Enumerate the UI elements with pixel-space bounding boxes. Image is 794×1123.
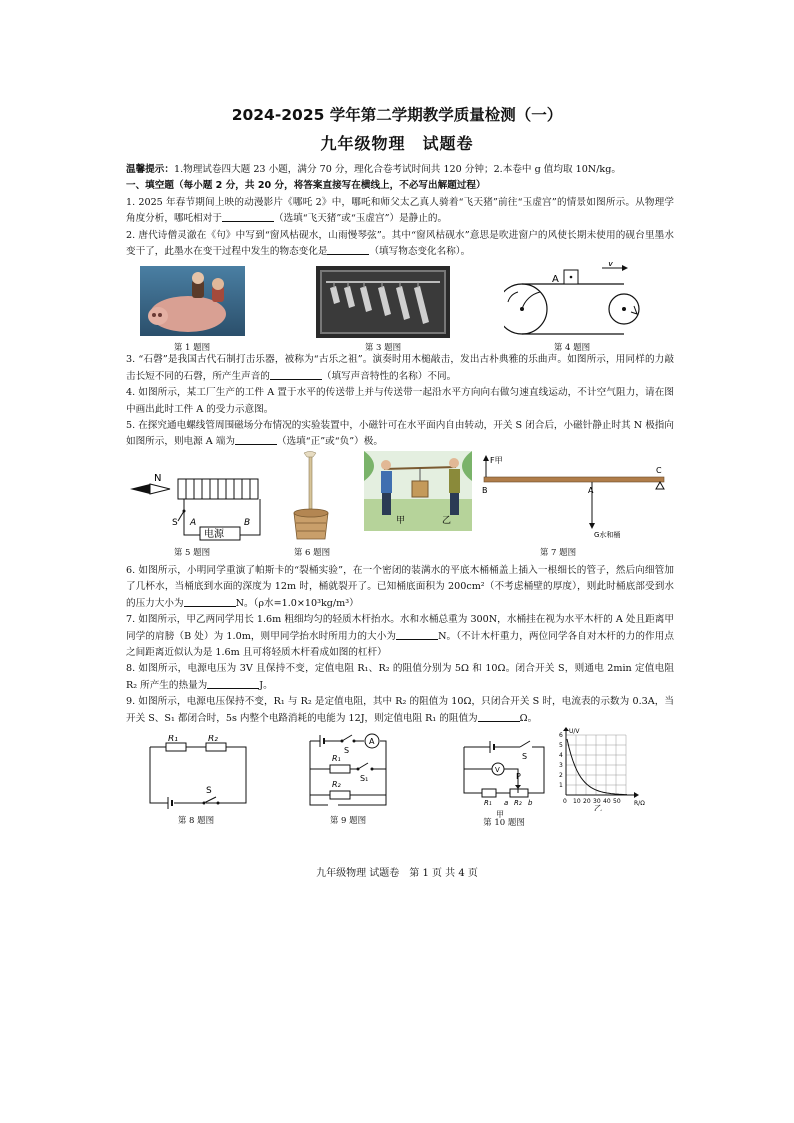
question-1: 1. 2025 年春节期间上映的动漫影片《哪吒 2》中，哪吒和师父太乙真人骑着“飞天猪”前往“玉虚宫”的情景如图所示。从物理学角度分析，哪吒相对于 （选填“飞天猪”或“玉虚宫”）是静止的。 <box>126 196 674 225</box>
svg-text:30: 30 <box>593 797 601 805</box>
svg-text:R₁: R₁ <box>332 753 341 763</box>
svg-text:40: 40 <box>603 797 611 805</box>
svg-text:G水和桶: G水和桶 <box>594 530 621 539</box>
answer-blank[interactable] <box>235 434 277 445</box>
figure-7-caption: 第 7 题图 <box>539 547 577 558</box>
figure-10-label-jia: 甲 <box>496 809 504 819</box>
svg-text:1: 1 <box>559 781 563 789</box>
svg-text:50: 50 <box>613 797 621 805</box>
svg-text:S: S <box>522 751 528 761</box>
svg-text:a: a <box>504 798 509 805</box>
svg-text:C: C <box>656 465 662 475</box>
svg-text:R₂: R₂ <box>332 779 341 789</box>
figure-10-caption: 第 10 题图 <box>483 817 525 828</box>
exam-subtitle: 九年级物理 试题卷 <box>320 134 474 153</box>
figure-row-2 <box>126 451 674 563</box>
svg-text:P: P <box>516 771 521 781</box>
svg-text:F甲: F甲 <box>490 455 503 465</box>
figure-1-image <box>140 266 245 336</box>
exam-body <box>126 162 674 827</box>
figure-1-caption: 第 1 题图 <box>173 343 211 354</box>
svg-text:b: b <box>528 798 533 805</box>
answer-blank[interactable] <box>270 369 322 380</box>
figure-3-caption: 第 3 题图 <box>364 343 402 354</box>
svg-text:A: A <box>588 485 594 495</box>
svg-text:甲: 甲 <box>396 515 406 526</box>
svg-text:B: B <box>482 485 488 495</box>
figure-5-diagram <box>128 465 264 541</box>
answer-blank[interactable] <box>207 678 259 689</box>
figure-9-circuit <box>304 729 394 811</box>
svg-text:10: 10 <box>573 797 581 805</box>
question-6: 6. 如图所示，小明同学重演了帕斯卡的“裂桶实验”，在一个密闭的装满水的平底木桶桶盖上插入一根细长的管子，然后向细管加了几杯水，当桶底到水面的深度为 12m 时，桶就裂开了。已知桶底面积为 200cm²（不考虑桶壁的厚度），则此时桶底部受到水的压力大小为 N。（ρ水=1.0×10³kg/m³） <box>126 564 674 609</box>
svg-text:A: A <box>369 736 375 746</box>
figure-10-graph <box>554 727 654 811</box>
svg-text:S: S <box>206 785 212 796</box>
svg-text:A: A <box>552 274 559 286</box>
svg-text:B: B <box>244 517 251 528</box>
figure-4-diagram <box>504 262 642 338</box>
svg-text:乙: 乙 <box>442 515 452 526</box>
svg-text:4: 4 <box>559 751 563 759</box>
svg-text:5: 5 <box>559 741 563 749</box>
section-heading: 一、填空题（每小题 2 分，共 20 分，将答案直接写在横线上，不必写出解题过程） <box>126 180 486 192</box>
svg-text:20: 20 <box>583 797 591 805</box>
notice: 温馨提示：1.物理试卷四大题 23 小题，满分 70 分，理化合卷考试时间共 120 分钟；2.本卷中 g 值均取 10N/kg。 <box>126 164 621 175</box>
figure-10-circuit <box>460 739 548 805</box>
page-footer: 九年级物理 试题卷 第 1 页 共 4 页 <box>316 868 478 879</box>
svg-text:S: S <box>344 745 350 755</box>
answer-blank[interactable] <box>222 211 274 222</box>
question-4: 4. 如图所示，某工厂生产的工件 A 置于水平的传送带上并与传送带一起沿水平方向向右做匀速直线运动，不计空气阻力，请在图中画出此时工件 A 的受力示意图。 <box>126 387 674 415</box>
svg-text:S₁: S₁ <box>360 773 369 783</box>
question-8: 8. 如图所示，电源电压为 3V 且保持不变，定值电阻 R₁、R₂ 的阻值分别为 5Ω 和 10Ω。闭合开关 S，则通电 2min 定值电阻 R₂ 所产生的热量为 J。 <box>126 663 674 691</box>
figure-6-diagram <box>288 451 334 543</box>
figure-8-circuit <box>146 735 250 809</box>
figure-row-1 <box>126 260 674 352</box>
svg-text:3: 3 <box>559 761 563 769</box>
svg-text:R₁: R₁ <box>484 798 492 805</box>
answer-blank[interactable] <box>396 629 438 640</box>
figure-6-caption: 第 6 题图 <box>293 547 331 558</box>
svg-text:R/Ω: R/Ω <box>634 799 645 807</box>
answer-blank[interactable] <box>478 711 520 722</box>
svg-text:U/V: U/V <box>569 727 580 735</box>
svg-text:R₂: R₂ <box>514 798 522 805</box>
svg-text:v: v <box>608 262 614 270</box>
question-5: 5. 在探究通电螺线管周围磁场分布情况的实验装置中，小磁针可在水平面内自由转动，开关 S 闭合后，小磁针静止时其 N 极指向如图所示，则电源 A 端为 （选填“正”或“负”）极。 <box>126 420 674 448</box>
svg-text:V: V <box>495 765 500 774</box>
svg-text:R₂: R₂ <box>208 734 218 744</box>
svg-text:N: N <box>154 472 162 484</box>
exam-title: 2024-2025 学年第二学期教学质量检测（一） <box>231 106 563 124</box>
figure-4-caption: 第 4 题图 <box>553 343 591 354</box>
svg-text:S: S <box>172 517 178 528</box>
svg-text:6: 6 <box>559 731 563 739</box>
figure-7-scene <box>364 451 472 531</box>
figure-9-caption: 第 9 题图 <box>329 815 367 826</box>
svg-text:R₁: R₁ <box>168 734 178 744</box>
svg-text:乙: 乙 <box>594 803 602 811</box>
figure-7-lever <box>478 455 674 541</box>
svg-text:2: 2 <box>559 771 563 779</box>
svg-text:电源: 电源 <box>204 528 224 540</box>
answer-blank[interactable] <box>184 596 236 607</box>
figure-row-3 <box>126 727 674 827</box>
figure-3-image <box>316 266 450 338</box>
question-2: 2. 唐代诗僧灵澈在《句》中写到“窗风枯砚水，山雨慢琴弦”。其中“窗风枯砚水”意思是吹进窗户的风使长期未使用的砚台里墨水变干了，此墨水在变干过程中发生的物态变化是 （填写物态变化名称）。 <box>126 229 674 258</box>
figure-8-caption: 第 8 题图 <box>177 815 215 826</box>
figure-5-caption: 第 5 题图 <box>173 547 211 558</box>
svg-text:0: 0 <box>563 797 567 805</box>
svg-text:A: A <box>190 517 197 528</box>
answer-blank[interactable] <box>327 244 369 255</box>
question-3: 3. “石磬”是我国古代石制打击乐器，被称为“古乐之祖”。演奏时用木槌敲击，发出古朴典雅的乐曲声。如图所示，用同样的力敲击长短不同的石磬，所产生声音的 （填写声音特性的名称）不同。 <box>126 354 674 382</box>
question-9: 9. 如图所示，电源电压保持不变，R₁ 与 R₂ 是定值电阻，其中 R₂ 的阻值为 10Ω，只闭合开关 S 时，电流表的示数为 0.3A，当开关 S、S₁ 都闭合时，5s 内整个电路消耗的电能为 12J，则定值电阻 R₁ 的阻值为 Ω。 <box>126 696 674 724</box>
question-7: 7. 如图所示，甲乙两同学用长 1.6m 粗细均匀的轻质木杆抬水。水和水桶总重为 300N，水桶挂在视为水平木杆的 A 处且距离甲同学的肩膀（B 处）为 1.0m，则甲同学抬水时所用力的大小为 N。（不计木杆重力，两位同学各自对木杆的力的作用点之间距离近似认为是 1.6m 且可将轻质木杆看成如图的杠杆） <box>126 614 674 658</box>
